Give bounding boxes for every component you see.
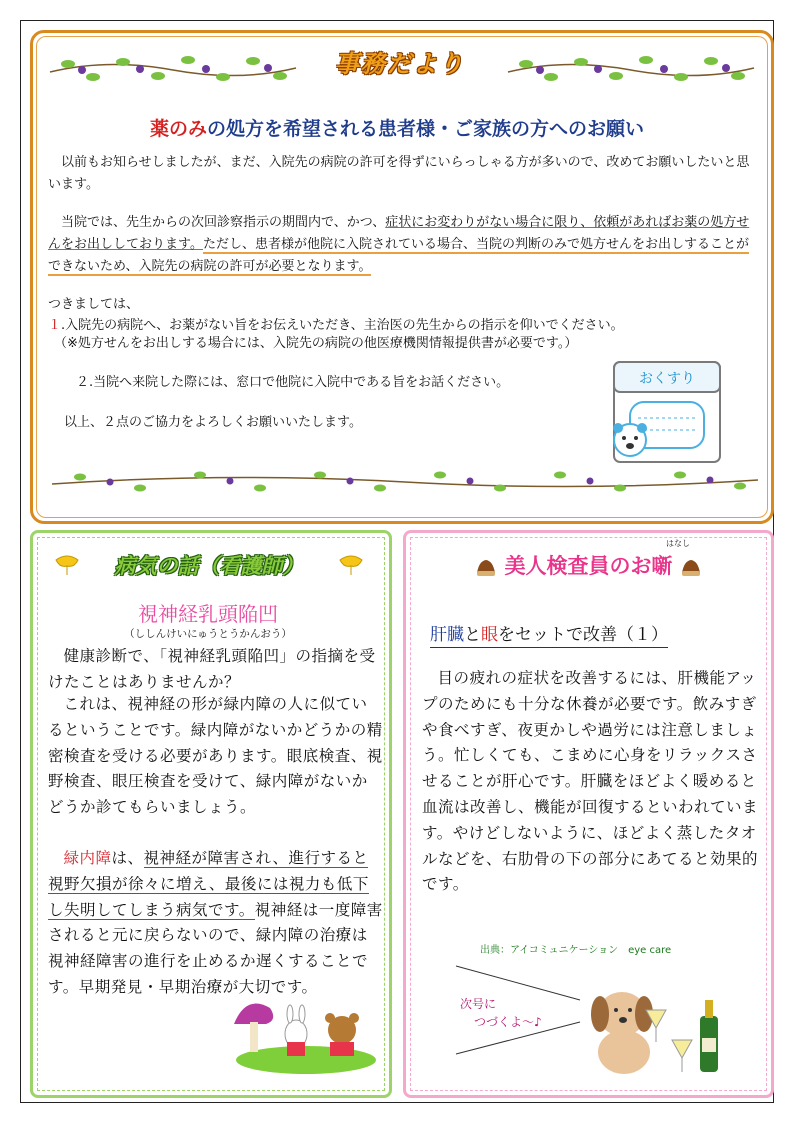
health-paragraph-3 — [48, 846, 383, 1001]
next-issue-line-2: つづくよ～♪ — [474, 1015, 542, 1029]
dog-with-drinks-illustration — [586, 980, 736, 1080]
vine-decoration-left — [48, 50, 298, 84]
notice-title — [40, 114, 754, 141]
vine-decoration-right — [506, 50, 756, 84]
title-ruby: はなし — [666, 539, 690, 548]
medicine-bag-label: おくすり — [639, 371, 695, 387]
topic-rest: をセットで改善（１） — [498, 625, 668, 645]
notice-item-1-text: .入院先の病院へ、お薬がない旨をお伝えいただき、主治医の先生からの指示を仰いでください。 — [61, 318, 624, 333]
inspector-topic-title — [430, 620, 668, 648]
notice-item-1-note: （※処方せんをお出しする場合には、入院先の病院の他医療機関情報提供書が必要です。） — [54, 336, 578, 351]
medicine-bag-illustration — [608, 358, 728, 466]
health-column-title: 病気の話（看護師） — [114, 554, 304, 578]
forest-animals-illustration — [226, 994, 376, 1076]
next-issue-note — [460, 995, 542, 1031]
chestnut-icon — [475, 558, 497, 576]
health-paragraph-2: これは、視神経の形が緑内障の人に似ているということです。緑内障がないかどうかの精密検査を受ける必要があります。眼底検査、視野検査、眼圧検査を受けて、緑内障がないかどうか診てもらいましょう。 — [48, 695, 383, 817]
notice-paragraph-2-a: 当院では、先生からの次回診察指示の期間内で、かつ、 — [61, 215, 386, 230]
chestnut-icon — [680, 558, 702, 576]
inspector-column-title-text: 美人検査員のお噺 — [504, 554, 673, 578]
source-citation: 出典：アイコミュニケーション eye care — [480, 945, 672, 956]
health-paragraph-3-a: は、 — [111, 849, 144, 867]
notice-title-rest: の処方を希望される患者様・ご家族の方へのお願い — [207, 118, 645, 140]
vine-decoration-bottom — [50, 466, 760, 496]
health-paragraph-1: 健康診断で、「視神経乳頭陥凹」の指摘を受けたことはありませんか？ — [48, 647, 376, 691]
notice-item-2: ２.当院へ来院した際には、窓口で他院に入院中である旨をお話ください。 — [76, 375, 510, 390]
notice-item-1-number: １ — [48, 318, 62, 333]
topic-liver: 肝臓 — [430, 625, 464, 645]
inspector-column-title — [410, 550, 767, 580]
notice-intro: つきましては、 — [48, 297, 140, 312]
notice-title-highlight: 薬のみ — [149, 118, 207, 140]
health-paragraph-3-b: 視神経は一度障害されると元に戻らないので、緑内障の治療は視神経障害の進行を止めるか遅くすることです。早期発見・早期治療が大切です。 — [48, 900, 383, 996]
notice-paragraph-2-c: ただし、患者様が他院に入院されている場合、当院の判断のみで処方せんをお出しすることができないため、入院先の病院の許可が必要となります。 — [48, 237, 749, 274]
health-keyword-glaucoma: 緑内障 — [63, 849, 112, 867]
topic-eye: 眼 — [481, 625, 498, 645]
next-issue-line-1: 次号に — [460, 997, 497, 1011]
notice-paragraph-1: 以前もお知らせしましたが、まだ、入院先の病院の許可を得ずにいらっしゃる方が多いので、改めてお願いしたいと思います。 — [48, 155, 750, 192]
topic-and: と — [464, 625, 481, 645]
inspector-body: 目の疲れの症状を改善するには、肝機能アップのためにも十分な休養が必要です。飲みすぎや食べすぎ、夜更かしや過労には注意しましょう。忙しくても、こまめに心身をリラックスさせることが肝心です。肝臓をほどよく暖めると血流は改善し、機能が回復するといわれています。やけどしないように、ほどよく蒸したタオルなどを、右肋骨の下の部分にあてると効果的です。 — [422, 669, 759, 894]
notice-paragraph-2-b: 症状にお変わりがない場合に限り、依頼があればお薬の処方せんをお出ししております。 — [48, 215, 750, 252]
health-paragraph-3-underlined: 視神経が障害され、進行すると視野欠損が徐々に増え、最後には視力も低下し失明してしまう病気です。 — [48, 849, 369, 919]
notice-paragraph-2 — [48, 212, 760, 278]
notice-closing: 以上、２点のご協力をよろしくお願いいたします。 — [64, 415, 362, 430]
health-topic-reading: （ししんけいにゅうとうかんおう） — [124, 628, 292, 640]
health-topic-title: 視神経乳頭陥凹 — [138, 602, 278, 626]
newsletter-title: 事務だより — [335, 50, 465, 78]
